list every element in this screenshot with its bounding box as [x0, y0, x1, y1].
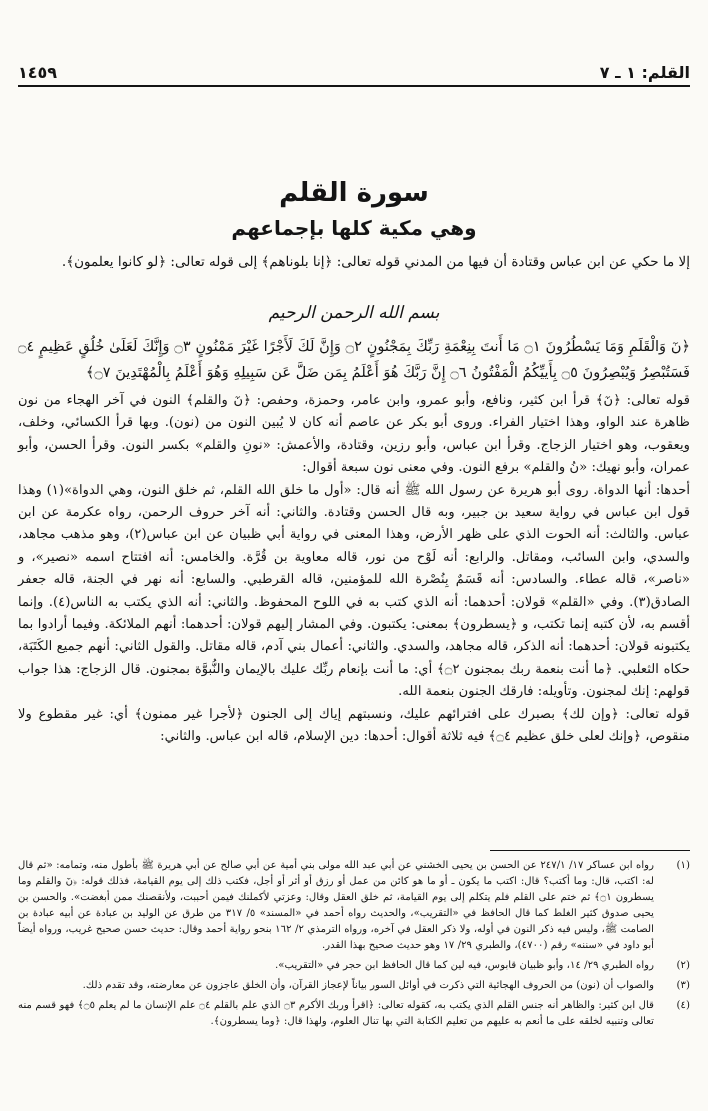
header-section: القلم: ١ ـ ٧	[599, 63, 690, 82]
footnote-rule	[490, 850, 690, 851]
footnote	[18, 958, 690, 974]
footnote-text: والصواب أن (نون) من الحروف الهجائية التي ذكرت في أوائل السور بياناً لإعجاز القرآن، وأن الخلق عاجزون عن معارضته، وقد تقدم ذلك.	[82, 980, 654, 991]
basmala: بسم الله الرحمن الرحيم	[268, 303, 440, 323]
commentary-paragraph: أحدها: أنها الدواة. روى أبو هريرة عن رسول الله ﷺ أنه قال: «أول ما خلق الله القلم، ثم خلق النون، وهي الدواة»(١) وهذا قول ابن عباس في رواية سعيد بن جبير، وبه قال الحسن وقتادة. والثاني: أنه آخر حروف الرحمن، رواه عكرمة عن ابن عباس. والثالث: أنه الحوت الذي على ظهر الأرض، وهذا المعنى في رواية أبي ظبيان عن ابن عباس(٢)، وهو مذهب مجاهد، والسدي، وابن السائب، ومقاتل. والرابع: أنه لَوْح من نور، قاله معاوية بن قُرَّة. والخامس: أنه افتتاح اسمه «نصير»، و «ناصر»، قاله عطاء. والسادس: أنه قَسَمٌ بِنُصْرة الله للمؤمنين، قاله القرطبي. والسابع: أنه نهر في الجنة، قاله جعفر الصادق(٣). وفي «القلم» قولان: أحدهما: أنه الذي كتب به في اللوح المحفوظ. والثاني: أنه الذي يكتب به الناس(٤). وإنما أقسم به، لأن كتبه إنما تكتب، و ﴿يسطرون﴾ بمعنى: يكتبون. وفي المشار إليهم قولان: أحدهما: أنهم الملائكة. وفيما أرادوا بما يكتبونه قولان: أحدهما: أنه الذكر، قاله مجاهد، والسدي. والثاني: أعمال بني آدم، قاله مقاتل. والقول الثاني: أنهم جميع الكَتَبَة، حكاه الثعلبي. ﴿ما أنت بنعمة ربك بمجنون ۝٢﴾ أي: ما أنت بإنعام ربِّك عليك بالإيمان والنُّبوَّة بمجنون. قال الزجاج: هذا جواب قولهم: إنك لمجنون. وتأويله: فارقك الجنون بنعمة الله.	[18, 482, 691, 700]
commentary	[18, 390, 690, 749]
footnotes	[18, 858, 690, 1034]
quran-verses: ﴿نٓ وَالْقَلَمِ وَمَا يَسْطُرُونَ ۝١ مَا أَنتَ بِنِعْمَةِ رَبِّكَ بِمَجْنُونٍ ۝٢ وَإِنَّ لَكَ لَأَجْرًا غَيْرَ مَمْنُونٍ ۝٣ وَإِنَّكَ لَعَلَىٰ خُلُقٍ عَظِيمٍ ۝٤ فَسَتُبْصِرُ وَيُبْصِرُونَ ۝٥ بِأَييِّكُمُ الْمَفْتُونُ ۝٦ إِنَّ رَبَّكَ هُوَ أَعْلَمُ بِمَن ضَلَّ عَن سَبِيلِهِ وَهُوَ أَعْلَمُ بِالْمُهْتَدِينَ ۝٧﴾	[18, 339, 691, 381]
footnote	[18, 998, 690, 1030]
commentary-paragraph: قوله تعالى: ﴿نٓ﴾ قرأ ابن كثير، ونافع، وأبو عمرو، وابن عامر، وحمزة، وحفص: ﴿نٓ والقلم﴾ النون في آخر الهجاء من نون ظاهرة عند الواو، وهذا اختيار الفراء. وروى أبو بكر عن عاصم أنه كان لا يُبين النون من (نون). وبها قرأ الكسائي، وخلف، ويعقوب، وهو اختيار الزجاج. وقرأ ابن عباس، وأبو رزين، وقتادة، والأعمش: «نونِ والقلم» بكسر النون. وقرأ الحسن، وأبو عمران، وأبو نهيك: «نُ والقلم» برفع النون. وفي معنى نون سبعة أقوال:	[18, 393, 690, 476]
surah-title: سورة القلم	[279, 178, 429, 208]
commentary-paragraph: قوله تعالى: ﴿وإن لك﴾ بصبرك على افترائهم عليك، ونسبتهم إياك إلى الجنون ﴿لأجرا غير ممنون﴾ أي: غير مقطوع ولا منقوص، ﴿وإنك لعلى خلق عظيم ۝٤﴾ فيه ثلاثة أقوال: أحدها: دين الإسلام، قاله ابن عباس. والثاني:	[18, 706, 690, 745]
header-rule	[18, 85, 690, 87]
running-header	[18, 58, 690, 82]
surah-subtitle: وهي مكية كلها بإجماعهم	[231, 216, 477, 240]
footnote	[18, 858, 690, 954]
footnote-number: (٣)	[676, 980, 690, 991]
footnote-text: رواه الطبري ٢٩/ ١٤، وأبو ظبيان قابوس، فيه لين كما قال الحافظ ابن حجر في «التقريب».	[275, 960, 654, 971]
footnote-number: (١)	[676, 860, 690, 871]
intro-paragraph: إلا ما حكي عن ابن عباس وقتادة أن فيها من المدني قوله تعالى: ﴿إنا بلوناهم﴾ إلى قوله تعالى: ﴿لو كانوا يعلمون﴾.	[61, 254, 690, 270]
footnote-number: (٢)	[676, 960, 690, 971]
footnote-text: رواه ابن عساكر ١٧/ ٢٤٧/١ عن الحسن بن يحيى الخشني عن أبي عبد الله مولى بني أمية عن أبي صالح عن أبي هريرة ﷺ بأطول منه، وتمامه: «ثم قال له: اكتب، قال: وما أكتب؟ قال: اكتب ما يكون ـ أو ما هو كائن من عمل أو رزق أو أثر أو أجل، فكتب ذلك إلى يوم القيامة، فذلك قوله: ﴿نٓ والقلم وما يسطرون ۝١﴾ ثم ختم على القلم فلم يتكلم إلى يوم القيامة، ثم خلق العقل وقال: وعزتي لأكملنك فيمن أحببت، ولأنقصنك ممن أبغضت». والحسن بن يحيى صدوق كثير الغلط كما قال الحافظ في «التقريب»، والحديث رواه أحمد في «المسند» ٥/ ٣١٧ من طرق عن الوليد بن عبادة عن أبيه عبادة بن الصامت ﷺ، وليس فيه ذكر النون في أوله، ولا ذكر العقل في آخره، ورواه الترمذي ٢/ ١٦٢ بنحو رواية أحمد وقال: حديث حسن صحيح غريب، ورواه أيضاً أبو داود في «سننه» رقم (٤٧٠٠)، والطبري ٢٩/ ١٧ وهو حديث صحيح بهذا القدر.	[18, 860, 655, 951]
footnote-text: قال ابن كثير: والظاهر أنه جنس القلم الذي يكتب به، كقوله تعالى: ﴿اقرأ وربك الأكرم ۝٣ الذي علم بالقلم ۝٤ علم الإنسان ما لم يعلم ۝٥﴾ فهو قسم منه تعالى وتنبيه لخلقه على ما أنعم به عليهم من تعليم الكتابة التي بها تنال العلوم، ولهذا قال: ﴿وما يسطرون﴾.	[18, 1000, 654, 1027]
page-number: ١٤٥٩	[18, 63, 58, 82]
footnote-number: (٤)	[676, 1000, 690, 1011]
footnote	[18, 978, 690, 994]
